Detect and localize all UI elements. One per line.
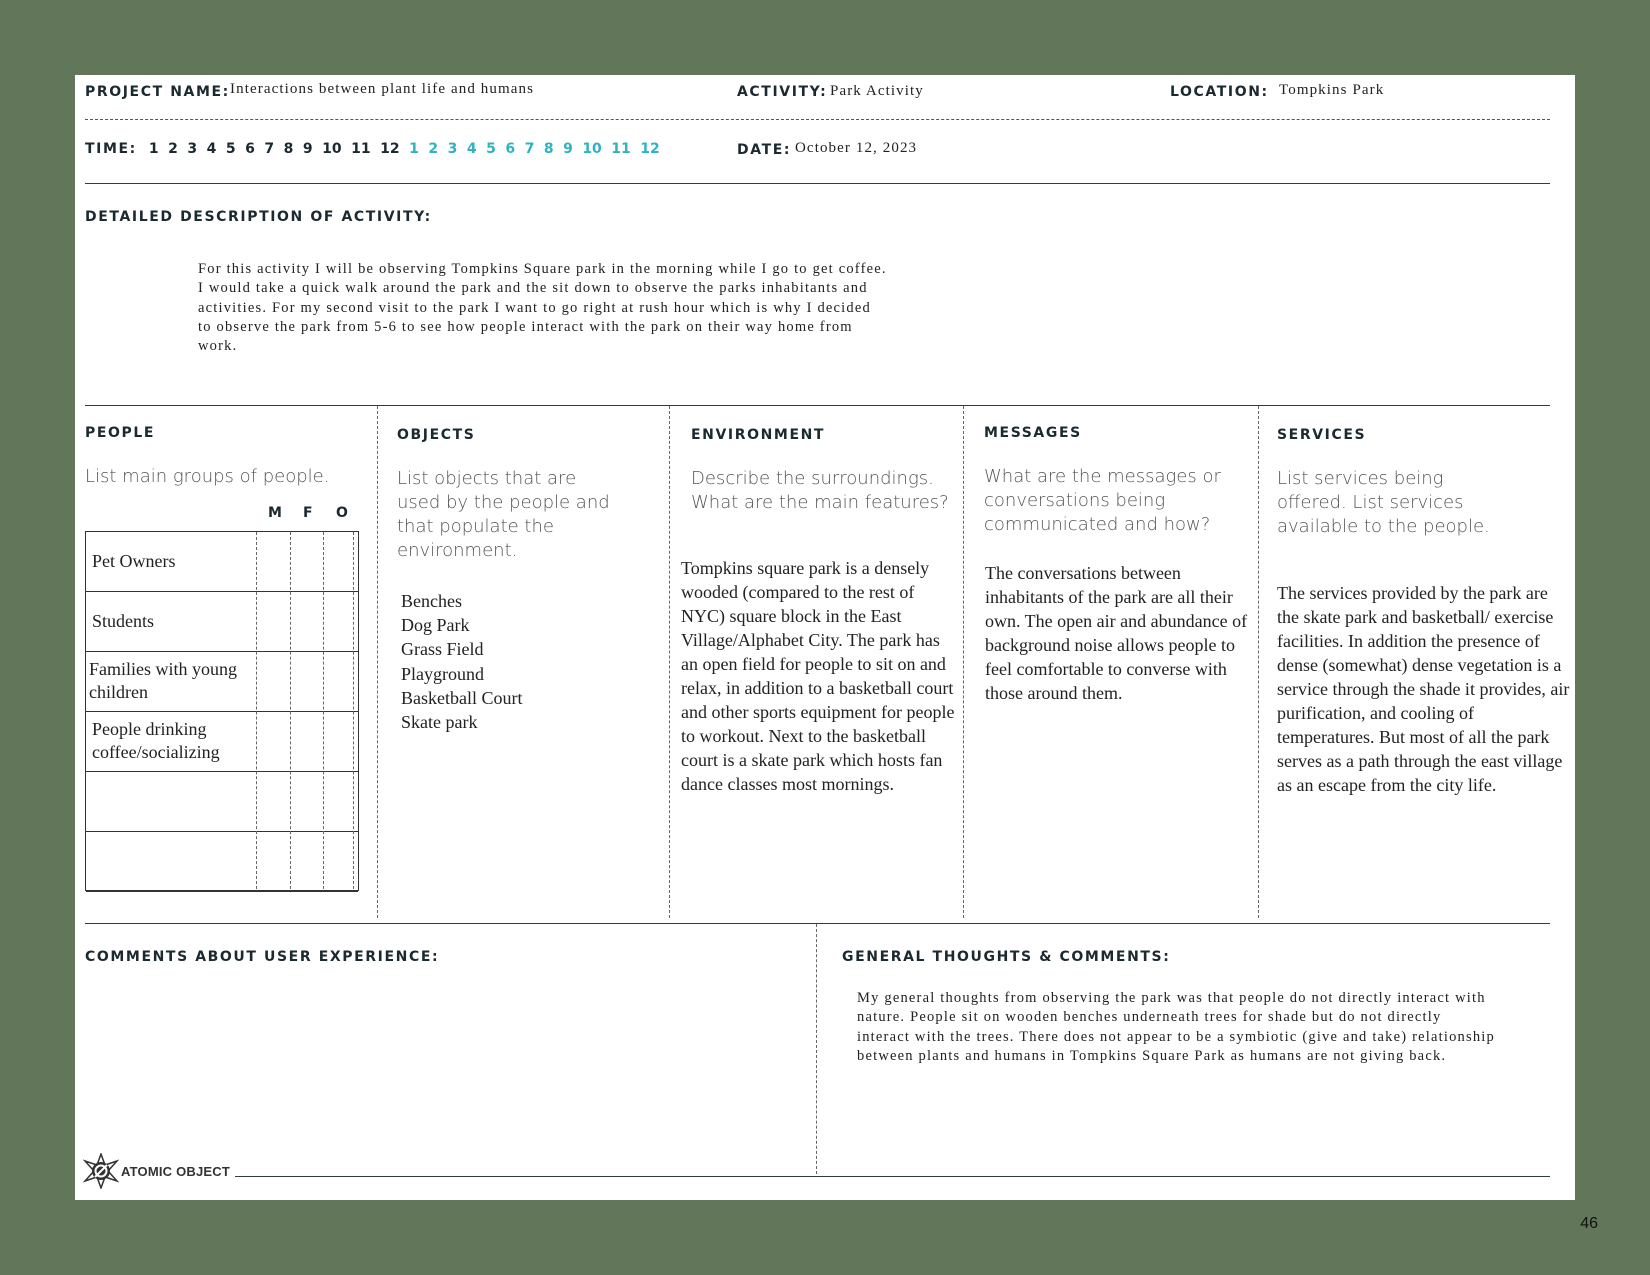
time-selector: [85, 141, 669, 157]
hour-pm[interactable]: 3: [447, 141, 458, 157]
location-label: LOCATION:: [1170, 84, 1269, 100]
tally-column-divider: [256, 532, 257, 889]
people-col-o: O: [336, 505, 348, 521]
objects-title: OBJECTS: [397, 427, 476, 443]
general-comments-label: GENERAL THOUGHTS & COMMENTS:: [842, 949, 1171, 965]
people-prompt: List main groups of people.: [85, 466, 330, 487]
column-divider: [1258, 406, 1259, 918]
hour-pm[interactable]: 12: [640, 141, 660, 157]
hour-pm[interactable]: 5: [486, 141, 496, 157]
people-table: [85, 531, 359, 891]
table-row: [86, 532, 358, 592]
description-line: For this activity I will be observing Tompkins Square park in the morning while I go to get coffee.: [198, 261, 887, 277]
people-group: Pet Owners: [92, 550, 176, 571]
hour-pm[interactable]: 8: [543, 141, 554, 157]
people-title: PEOPLE: [85, 425, 156, 441]
people-group: [92, 772, 258, 830]
atomic-object-logo: [83, 1153, 230, 1189]
table-row: [86, 832, 358, 892]
am-hours: [149, 141, 409, 157]
columns-bottom-divider: [85, 923, 1550, 924]
hour-am[interactable]: 12: [380, 141, 400, 157]
people-group: Families with young children: [89, 659, 237, 702]
services-text: The services provided by the park are the skate park and basketball/ exercise facilities. In addition the presence of dense (somewhat) dense vegetation is a service through the shade it provides, air purification, and cooling of temperatures. But most of all the park serves as a path through the east village as an escape from the city life.: [1277, 583, 1570, 795]
hour-pm[interactable]: 7: [524, 141, 535, 157]
description-text: [198, 260, 998, 356]
hour-pm[interactable]: 6: [505, 141, 516, 157]
list-item: Basketball Court: [401, 687, 523, 708]
hour-am[interactable]: 11: [351, 141, 371, 157]
date-label: DATE:: [737, 142, 792, 158]
comment-line: interact with the trees. There does not appear to be a symbiotic (give and take) relationship: [857, 1028, 1495, 1045]
description-divider: [85, 405, 1550, 406]
services-title: SERVICES: [1277, 427, 1367, 443]
hour-pm[interactable]: 10: [582, 141, 602, 157]
date-value: October 12, 2023: [795, 140, 918, 156]
hour-am[interactable]: 7: [264, 141, 275, 157]
activity-value: Park Activity: [830, 83, 924, 99]
people-col-f: F: [303, 505, 313, 521]
description-line: to observe the park from 5-6 to see how people interact with the park on their way home from: [198, 318, 853, 335]
environment-text: Tompkins square park is a densely wooded (compared to the rest of NYC) square block in the East Village/Alphabet City. The park has an open field for people to sit on and relax, in addition to a basketball court and other sports equipment for people to workout. Next to the basketball court is a skate park which hosts fan dance classes most mornings.: [681, 558, 955, 794]
messages-title: MESSAGES: [984, 425, 1082, 441]
logo-text: ATOMIC OBJECT: [121, 1163, 231, 1179]
people-group: Students: [92, 610, 155, 631]
table-row: [86, 772, 358, 832]
column-divider: [669, 406, 670, 918]
hour-pm[interactable]: 9: [563, 141, 573, 157]
hour-am[interactable]: 4: [206, 141, 217, 157]
hour-pm[interactable]: 4: [466, 141, 477, 157]
environment-title: ENVIRONMENT: [691, 427, 826, 443]
description-line: I would take a quick walk around the park and the sit down to observe the parks inhabitants and: [198, 280, 868, 297]
location-value: Tompkins Park: [1279, 82, 1385, 98]
tally-column-divider: [323, 532, 324, 889]
comment-line: between plants and humans in Tompkins Square Park as humans are not giving back.: [857, 1047, 1447, 1064]
table-row: [86, 652, 358, 712]
hour-am[interactable]: 8: [283, 141, 294, 157]
environment-prompt: Describe the surroundings. What are the main features?: [691, 468, 949, 513]
list-item: Skate park: [401, 712, 478, 733]
comment-line: nature. People sit on wooden benches underneath trees for shade but do not directly: [857, 1009, 1442, 1026]
description-label: DETAILED DESCRIPTION OF ACTIVITY:: [85, 209, 432, 225]
list-item: Playground: [401, 663, 484, 684]
time-label: TIME:: [85, 141, 137, 157]
people-group: People drinking coffee/socializing: [92, 719, 220, 762]
hour-am[interactable]: 1: [148, 141, 159, 157]
messages-prompt: What are the messages or conversations being communicated and how?: [984, 466, 1221, 535]
people-col-m: M: [268, 505, 282, 521]
tally-column-divider: [290, 532, 291, 889]
services-prompt: List services being offered. List services available to the people.: [1277, 468, 1490, 537]
description-line: activities. For my second visit to the park I want to go right at rush hour which is why I decided: [198, 299, 871, 316]
list-item: Benches: [401, 591, 462, 611]
list-item: Grass Field: [401, 639, 484, 660]
objects-list: [401, 589, 522, 734]
hour-am[interactable]: 6: [245, 141, 255, 157]
header-divider: [85, 183, 1550, 184]
project-name-value: Interactions between plant life and humans: [230, 81, 535, 97]
hour-pm[interactable]: 2: [428, 141, 439, 157]
table-row: [86, 712, 358, 772]
hour-am[interactable]: 2: [168, 141, 178, 157]
project-name-label: PROJECT NAME:: [85, 84, 230, 100]
list-item: Dog Park: [401, 615, 470, 636]
comments-divider: [816, 924, 817, 1174]
table-row: [86, 592, 358, 652]
tally-column-divider: [353, 532, 354, 889]
hour-pm[interactable]: 1: [409, 141, 419, 157]
column-divider: [963, 406, 964, 918]
column-divider: [377, 406, 378, 918]
footer-divider: [235, 1176, 1550, 1177]
comment-line: My general thoughts from observing the park was that people do not directly interact with: [857, 990, 1486, 1006]
header-dashed-divider: [85, 119, 1550, 120]
hour-am[interactable]: 5: [225, 141, 236, 157]
atom-logo-icon: [83, 1153, 119, 1189]
activity-label: ACTIVITY:: [737, 84, 828, 100]
hour-pm[interactable]: 11: [611, 141, 631, 157]
objects-prompt: List objects that are used by the people and that populate the environment.: [397, 468, 610, 561]
hour-am[interactable]: 10: [322, 141, 342, 157]
messages-text: The conversations between inhabitants of the park are all their own. The open air and abundance of background noise allows people to feel comfortable to converse with those around them.: [985, 563, 1248, 703]
observation-sheet: [75, 75, 1575, 1200]
description-line: work.: [198, 338, 238, 355]
hour-am[interactable]: 9: [302, 141, 313, 157]
people-group: [92, 832, 258, 890]
user-experience-label: COMMENTS ABOUT USER EXPERIENCE:: [85, 949, 440, 965]
general-comments-text: [857, 989, 1572, 1066]
pm-hours: [409, 141, 669, 157]
page-number: 46: [1580, 1215, 1598, 1232]
hour-am[interactable]: 3: [187, 141, 198, 157]
